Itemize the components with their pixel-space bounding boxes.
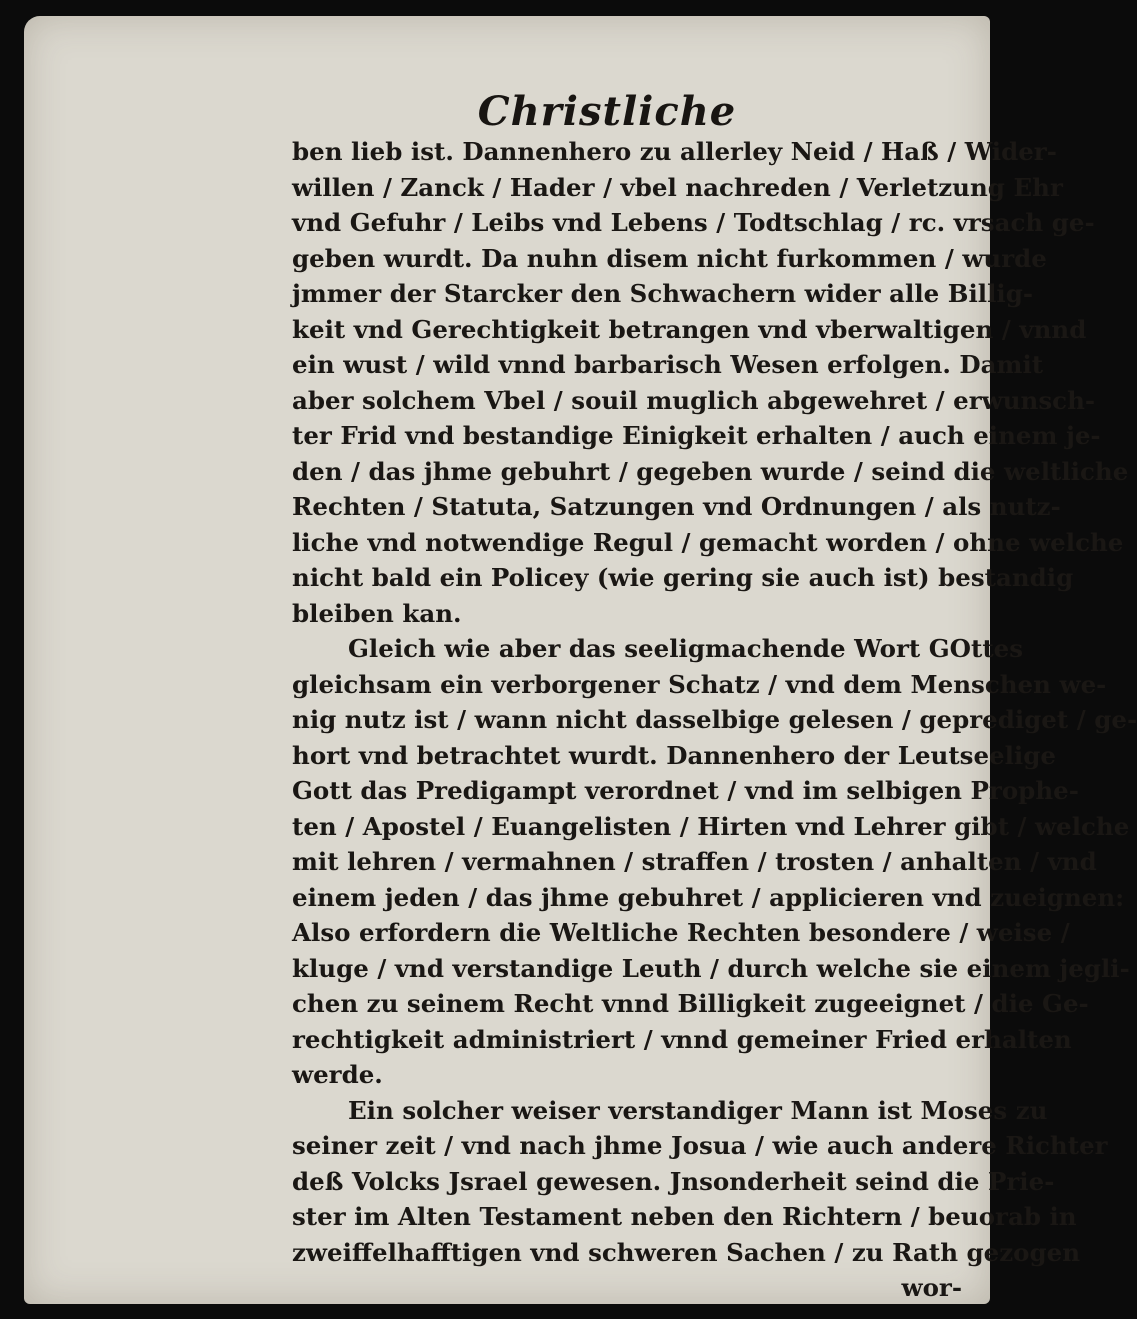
text-line: mit lehren / vermahnen / straffen / trosten / anhalten / vnd <box>292 847 1097 876</box>
text-line: bleiben kan. <box>292 598 462 628</box>
text-line: Ein solcher weiser verstandiger Mann ist Moses zu <box>348 1095 1048 1125</box>
text-line: nig nutz ist / wann nicht dasselbige gelesen / geprediget / ge- <box>292 705 1137 734</box>
text-line: ter Frid vnd bestandige Einigkeit erhalten / auch einem je- <box>292 421 1101 450</box>
text-line: den / das jhme gebuhrt / gegeben wurde / seind die weltliche <box>292 456 1129 486</box>
text-line: rechtigkeit administriert / vnnd gemeiner Fried erhalten <box>292 1024 1072 1054</box>
text-line: ster im Alten Testament neben den Richtern / beuorab in <box>292 1202 1077 1231</box>
text-line: liche vnd notwendige Regul / gemacht worden / ohne welche <box>292 527 1124 557</box>
text-line: Also erfordern die Weltliche Rechten besondere / weise / <box>292 918 1070 947</box>
text-line: ben lieb ist. Dannenhero zu allerley Neid / Haß / Wider- <box>292 137 1057 166</box>
text-line: nicht bald ein Policey (wie gering sie auch ist) bestandig <box>292 563 1074 592</box>
text-line: Gott das Predigampt verordnet / vnd im selbigen Prophe- <box>292 776 1079 805</box>
text-line: chen zu seinem Recht vnnd Billigkeit zugeeignet / die Ge- <box>292 989 1089 1018</box>
text-line: willen / Zanck / Hader / vbel nachreden / Verletzung Ehr <box>292 172 1063 202</box>
text-line: kluge / vnd verstandige Leuth / durch welche sie einem jegli- <box>292 953 1130 983</box>
text-line: ten / Apostel / Euangelisten / Hirten vnd Lehrer gibt / welche <box>292 811 1130 841</box>
text-line: wor- <box>901 1273 962 1302</box>
book-page <box>24 16 1137 1304</box>
text-line: hort vnd betrachtet wurdt. Dannenhero der Leutseelige <box>292 740 1056 770</box>
text-line: geben wurdt. Da nuhn disem nicht furkommen / wurde <box>292 243 1047 273</box>
page-heading: Christliche <box>477 88 737 135</box>
text-line: gleichsam ein verborgener Schatz / vnd dem Menschen we- <box>292 669 1107 699</box>
text-line: Rechten / Statuta, Satzungen vnd Ordnungen / als nutz- <box>292 492 1061 521</box>
text-line: zweiffelhafftigen vnd schweren Sachen / zu Rath gezogen <box>292 1237 1081 1267</box>
text-line: Gleich wie aber das seeligmachende Wort GOttes <box>348 634 1024 663</box>
text-line: werde. <box>292 1060 383 1089</box>
text-line: einem jeden / das jhme gebuhret / applicieren vnd zueignen: <box>292 882 1125 912</box>
text-line: vnd Gefuhr / Leibs vnd Lebens / Todtschlag / rc. vrsach ge- <box>292 208 1095 237</box>
text-line: deß Volcks Jsrael gewesen. Jnsonderheit seind die Prie- <box>292 1166 1055 1196</box>
page-body <box>292 134 1137 1306</box>
text-line: aber solchem Vbel / souil muglich abgewehret / erwunsch- <box>292 385 1096 415</box>
text-line: keit vnd Gerechtigkeit betrangen vnd vberwaltigen / vnnd <box>292 314 1087 344</box>
text-line: jmmer der Starcker den Schwachern wider alle Billig- <box>292 279 1034 308</box>
text-line: seiner zeit / vnd nach jhme Josua / wie auch andere Richter <box>292 1131 1108 1160</box>
text-line: ein wust / wild vnnd barbarisch Wesen erfolgen. Damit <box>292 350 1044 379</box>
